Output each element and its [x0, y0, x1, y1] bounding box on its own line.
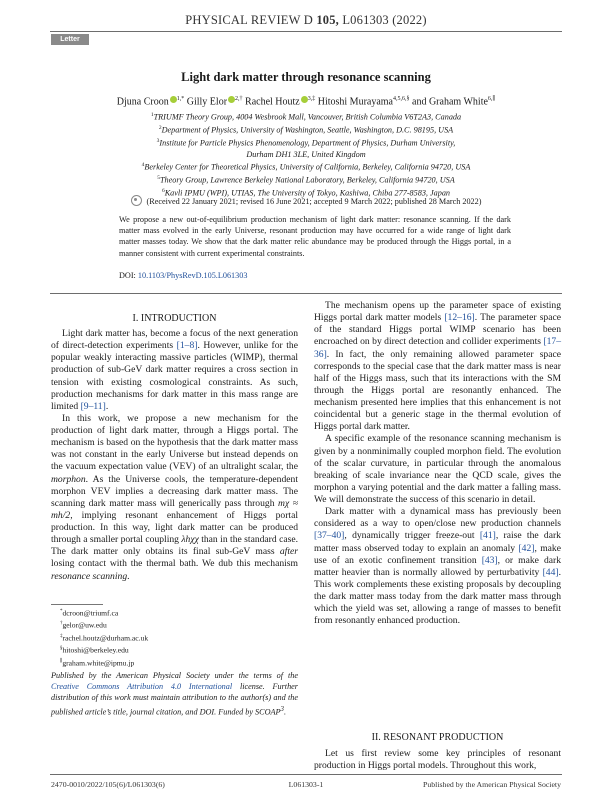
received-dates: (Received 22 January 2021; revised 16 June 2021; accepted 9 March 2022; published 28 March 2022) [146, 197, 482, 206]
author-list [0, 95, 612, 107]
emphasis: morphon [51, 473, 86, 485]
author-name[interactable]: Hitoshi Murayama [317, 96, 393, 108]
author-sup: 1,* [176, 96, 185, 102]
paragraph: In this work, we propose a new mechanism for the production of light dark matter, through a Higgs portal. The mechanism is based on the hypothesis that the dark matter mass was not constant in the early Universe but instead depends on the vacuum expectation value (VEV) of an ultralight scalar, the morphon. As the Universe cools, the temperature-dependent morphon VEV implies a decreasing dark matter mass. The scanning dark matter mass will generically pass through mχ ≈ mh/2, implying resonant enhancement of Higgs portal production. In this way, light dark matter can be produced through a smaller portal coupling λhχχ than in the standard case. The dark matter only obtains its final sub-GeV mass after losing contact with the thermal bath. We dub this mechanism resonance scanning. [51, 412, 298, 582]
citation-link[interactable]: [37–40] [314, 530, 345, 542]
citation-link[interactable]: [42] [518, 542, 535, 554]
orcid-icon[interactable] [301, 96, 308, 103]
emphasis: after [279, 546, 298, 558]
author-name[interactable]: Graham White [428, 96, 488, 108]
equation: λhχχ [181, 534, 199, 546]
header-rule [50, 31, 562, 32]
footnote-rule [51, 604, 103, 605]
footnote: †gelor@uw.edu [60, 620, 107, 630]
author-sup: 3,‡ [307, 96, 316, 102]
footer-rule [50, 774, 562, 775]
check-for-updates-icon[interactable] [131, 195, 142, 206]
citation-link[interactable]: [41] [479, 530, 496, 542]
author-conjunction: and [412, 96, 427, 108]
paragraph: Dark matter with a dynamical mass has previously been considered as a way to open/close new production channels [37–40], dynamically trigger freeze-out [41], raise the dark matter mass observed today to explain an anomaly [42], make use of an exotic confinement transition [43], or make dark matter heavier than is normally allowed by perturbativity [44]. This work complements these existing proposals by decoupling the dark matter mass today from the dark matter mass through which the yield was set, allowing a range of masses to benefit from resonantly enhanced production. [314, 506, 561, 627]
affiliation: $^1$TRIUMF Theory Group, 4004 Wesbrook Mall, Vancouver, British Columbia V6T2A3, Canada [150, 112, 462, 122]
right-column [314, 300, 561, 627]
affiliation: $^6$Kavli IPMU (WPI), UTIAS, The University of Tokyo, Kashiwa, Chiba 277-8583, Japan [161, 187, 451, 198]
email-link[interactable]: graham.white@ipmu.jp [62, 658, 135, 668]
email-link[interactable]: dcroon@triumf.ca [62, 608, 119, 618]
author-sup: 6,∥ [487, 96, 496, 102]
author-name[interactable]: Gilly Elor [186, 96, 228, 108]
emphasis: resonance scanning [51, 570, 128, 582]
affiliation: $^3$Institute for Particle Physics Phenomenology, Department of Physics, Durham University, [156, 137, 456, 148]
footer-issn: 2470-0010/2022/105(6)/L061303(6) [51, 780, 165, 789]
doi-line [119, 271, 247, 280]
orcid-icon[interactable] [228, 96, 235, 103]
doi-label: DOI: [119, 271, 136, 280]
author-sup: 4,5,6,§ [393, 96, 410, 102]
email-link[interactable]: gelor@uw.edu [62, 620, 107, 630]
right-column-continued [314, 748, 561, 772]
letter-tag: Letter [51, 34, 89, 45]
equation: mχ ≈ mh/2 [51, 497, 298, 521]
license-notice: Published by the American Physical Society under the terms of the Creative Commons Attribution 4.0 International license. Further distribution of this work must maintain attribution to the author(s) and the published article’s title, journal citation, and DOI. Funded by SCOAP$^3$. [51, 671, 298, 717]
journal-header [0, 13, 612, 28]
citation-link[interactable]: [17–36] [314, 336, 561, 360]
doi-link[interactable]: 10.1103/PhysRevD.105.L061303 [137, 271, 248, 280]
citation-link[interactable]: [12–16] [444, 312, 475, 324]
abstract: We propose a new out-of-equilibrium production mechanism of light dark matter: resonance scanning. If the dark matter mass evolved in the early Universe, resonant production may have occurred for a wide range of light dark matter masses today. We show that the dark matter relic abundance may be produced through the Higgs portal, in a manner consistent with current experimental constraints. [119, 215, 511, 258]
article-number: L061303 (2022) [342, 13, 427, 27]
citation-link[interactable]: [9–11] [80, 400, 106, 412]
paragraph: Let us first review some key principles of resonant production in Higgs portal models. Throughout this work, [314, 748, 561, 772]
citation-link[interactable]: [1–8] [176, 340, 198, 352]
affiliation: $^2$Department of Physics, University of Washington, Seattle, Washington, D.C. 98195, USA [158, 124, 454, 135]
email-link[interactable]: hitoshi@berkeley.edu [62, 645, 129, 655]
footnote: §hitoshi@berkeley.edu [60, 645, 129, 655]
license-link[interactable]: Creative Commons Attribution 4.0 International [51, 682, 233, 692]
article-title: Light dark matter through resonance scanning [181, 70, 431, 84]
paragraph: Light dark matter has, become a focus of the next generation of direct-detection experiments [1–8]. However, unlike for the popular weakly interacting massive particles (WIMP), thermal production of sub-GeV dark matter requires a cross section in tension with existing cosmological constraints. As such, production mechanisms for dark matter in this mass range are limited [9–11]. [51, 328, 298, 412]
author-name[interactable]: Rachel Houtz [245, 96, 300, 108]
footnote: ∥graham.white@ipmu.jp [60, 658, 135, 668]
affiliation: $^4$Berkeley Center for Theoretical Physics, University of California, Berkeley, California 94720, USA [141, 162, 471, 172]
citation-link[interactable]: [44] [542, 566, 559, 578]
affiliations [0, 110, 612, 199]
footnote: *dcroon@triumf.ca [60, 608, 119, 618]
section-heading-resonant-production: II. RESONANT PRODUCTION [371, 732, 504, 743]
dates-line [0, 195, 612, 206]
left-column [51, 328, 298, 583]
section-heading-introduction: I. INTRODUCTION [132, 313, 217, 324]
journal-name: PHYSICAL REVIEW D [185, 13, 313, 27]
footer-page-number: L061303-1 [288, 780, 324, 789]
footnotes [60, 607, 148, 669]
email-link[interactable]: rachel.houtz@durham.ac.uk [62, 633, 149, 643]
author-name[interactable]: Djuna Croon [116, 96, 169, 108]
citation-link[interactable]: [43] [481, 554, 498, 566]
affiliation: Durham DH1 3LE, United Kingdom [246, 149, 366, 159]
journal-volume: 105, [316, 13, 339, 27]
footer-publisher: Published by the American Physical Society [423, 780, 561, 789]
paragraph: A specific example of the resonance scanning mechanism is given by a nonminimally coupled morphon field. The evolution of the scalar curvature, in particular through the anomalous breaking of scale invariance near the QCD scale, gives the morphon a varying potential and the dark matter a falling mass. We will demonstrate the success of this scenario in detail. [314, 433, 561, 505]
paragraph: The mechanism opens up the parameter space of existing Higgs portal dark matter models [12–16]. The parameter space of the standard Higgs portal WIMP scenario has been encroached on by direct detection and collider experiments [17–36]. In fact, the only remaining allowed parameter space corresponds to the special case that the dark matter mass is near half of the Higgs mass, such that its interactions with the SM through the Higgs portal are resonantly enhanced. The mechanism presented here implies that this enhancement is not coincidental but a generic stage in the thermal evolution of Higgs portal dark matter. [314, 300, 561, 433]
orcid-icon[interactable] [170, 96, 177, 103]
footnote: ‡rachel.houtz@durham.ac.uk [60, 633, 149, 643]
affiliation: $^5$Theory Group, Lawrence Berkeley National Laboratory, Berkeley, California 94720, USA [157, 174, 455, 185]
abstract-rule [50, 293, 562, 294]
author-sup: 2,† [235, 96, 243, 102]
